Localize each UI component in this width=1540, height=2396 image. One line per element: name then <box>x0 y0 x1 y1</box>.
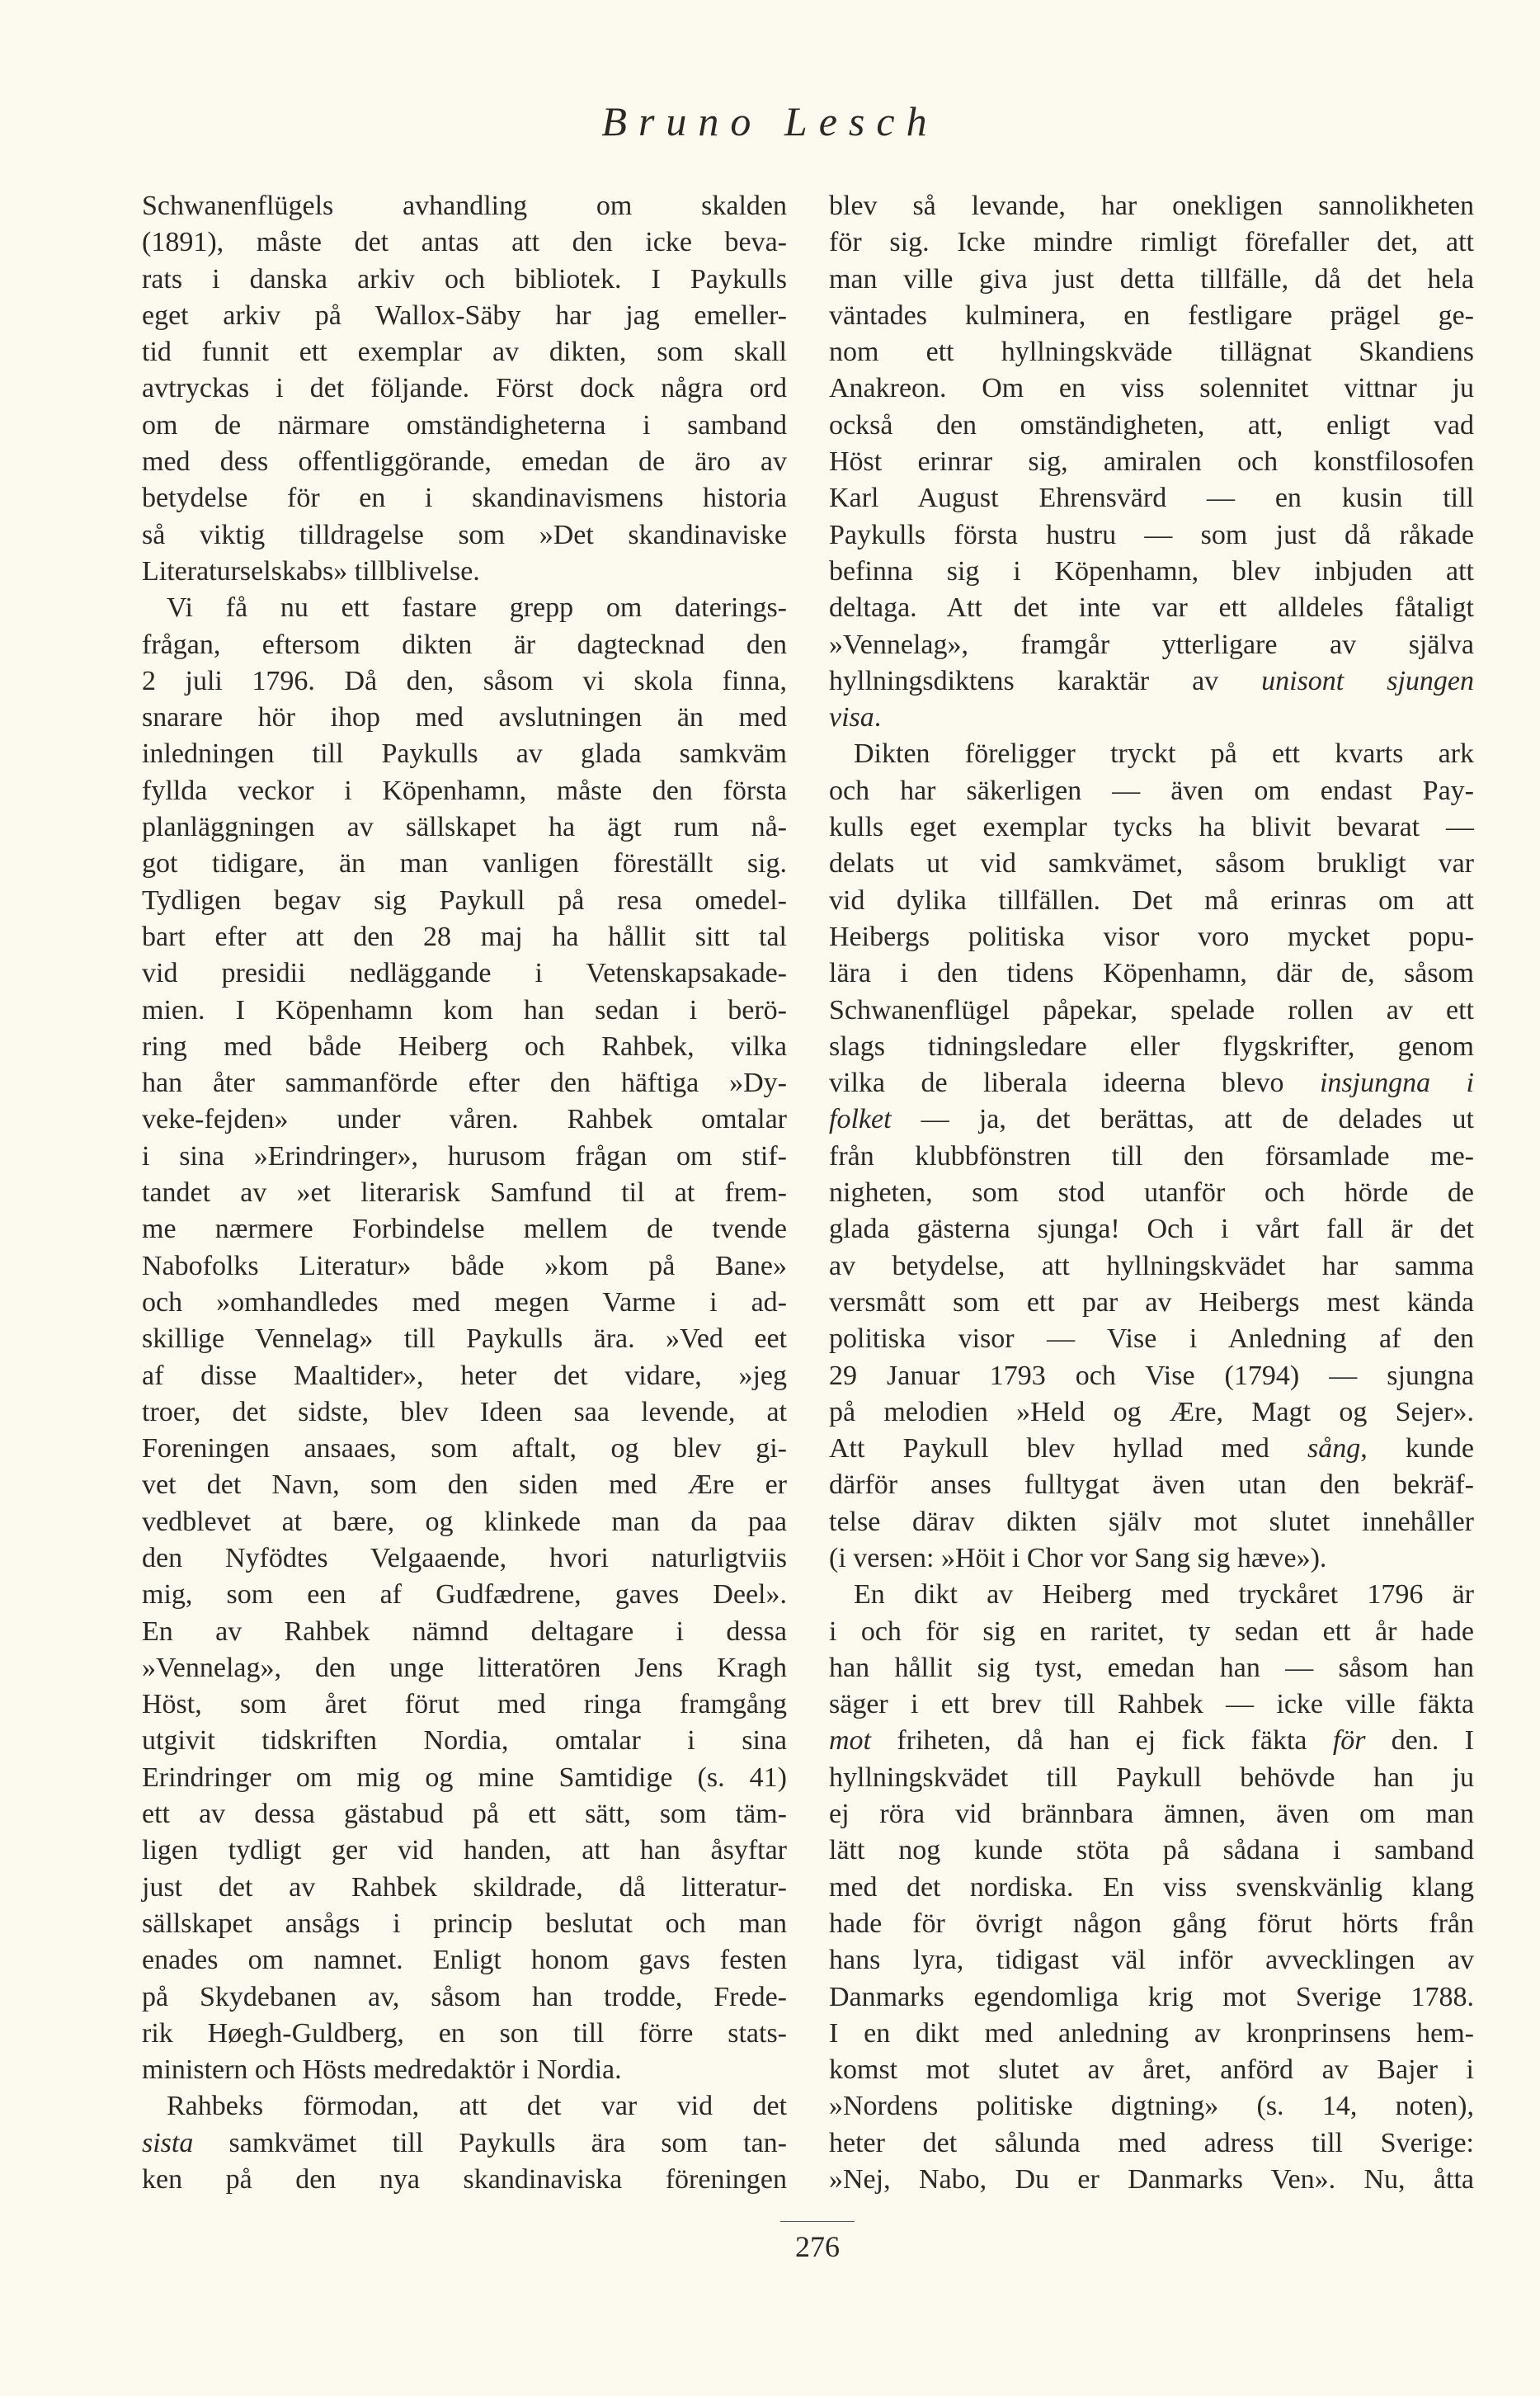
italic-text: visa <box>829 702 874 733</box>
text-line: därför anses fulltygat även utan den bekräf- <box>829 1469 1474 1501</box>
italic-text: sång <box>1307 1433 1361 1464</box>
text-line: ej röra vid brännbara ämnen, även om man <box>829 1799 1474 1830</box>
text-line: Karl August Ehrensvärd — en kusin till <box>829 483 1474 514</box>
text-line: Literaturselskabs» tillblivelse. <box>142 555 480 587</box>
text-line: 2 juli 1796. Då den, såsom vi skola finna, <box>142 665 787 696</box>
text-line: mien. I Köpenhamn kom han sedan i berö- <box>142 994 787 1026</box>
text-line: Foreningen ansaaes, som aftalt, og blev gi- <box>142 1433 787 1464</box>
text-line: politiska visor — Vise i Anledning af den <box>829 1323 1474 1355</box>
text-line: nom ett hyllningskväde tillägnat Skandiens <box>829 337 1474 368</box>
text-line: »Vennelag», den unge litteratören Jens Kragh <box>142 1652 787 1683</box>
text-line: Tydligen begav sig Paykull på resa omedel- <box>142 884 787 916</box>
text-segment: — ja, det berättas, att de delades ut <box>891 1104 1474 1135</box>
text-line <box>829 1431 1474 1467</box>
text-line: (1891), måste det antas att den icke beva- <box>142 227 787 258</box>
text-line: lätt nog kunde stöta på sådana i samband <box>829 1835 1474 1866</box>
text-line: heter det sålunda med adress till Sverige: <box>829 2127 1474 2158</box>
italic-text: insjungna i <box>1319 1068 1474 1099</box>
text-line: Rahbeks förmodan, att det var vid det <box>167 2091 787 2122</box>
text-line: Anakreon. Om en viss solennitet vittnar ju <box>829 373 1474 404</box>
text-line: eget arkiv på Wallox-Säby har jag emeller- <box>142 300 787 331</box>
text-line: på Skydebanen av, såsom han trodde, Frede- <box>142 1981 787 2012</box>
text-line: och »omhandledes med megen Varme i ad- <box>142 1286 787 1318</box>
text-line: I en dikt med anledning av kronprinsens hem- <box>829 2017 1474 2049</box>
page-number: 276 <box>795 2230 840 2263</box>
text-line: En av Rahbek nämnd deltagare i dessa <box>142 1615 787 1647</box>
text-line: från klubbfönstren till den församlade me- <box>829 1140 1474 1172</box>
text-line: got tidigare, än man vanligen föreställt sig. <box>142 848 787 880</box>
text-line: av betydelse, att hyllningskvädet har samma <box>829 1250 1474 1281</box>
text-line: 29 Januar 1793 och Vise (1794) — sjungna <box>829 1360 1474 1391</box>
text-segment: , kunde <box>1360 1433 1474 1464</box>
text-line <box>829 700 1474 736</box>
text-line: just det av Rahbek skildrade, då litteratur- <box>142 1871 787 1903</box>
text-line: vedblevet at bære, og klinkede man da paa <box>142 1506 787 1537</box>
text-line: i och för sig en raritet, ty sedan ett år hade <box>829 1615 1474 1647</box>
text-line: för sig. Icke mindre rimligt förefaller det, att <box>829 227 1474 258</box>
paragraph <box>829 736 1474 1577</box>
text-line: också den omständigheten, att, enligt vad <box>829 409 1474 441</box>
paragraph <box>142 590 787 2088</box>
page-number-rule <box>780 2221 855 2222</box>
text-line: ministern och Hösts medredaktör i Nordia. <box>142 2054 622 2086</box>
text-line: deltaga. Att det inte var ett alldeles fåtaligt <box>829 592 1474 624</box>
text-line: vet det Navn, som den siden med Ære er <box>142 1469 787 1501</box>
text-line: han hållit sig tyst, emedan han — såsom han <box>829 1652 1474 1683</box>
text-line: avtryckas i det följande. Först dock några ord <box>142 373 787 404</box>
paragraph <box>142 2088 787 2198</box>
text-line <box>829 1723 1474 1759</box>
text-line: kulls eget exemplar tycks ha blivit bevarat — <box>829 812 1474 843</box>
text-line: sällskapet ansågs i princip beslutat och man <box>142 1908 787 1939</box>
text-line: befinna sig i Köpenhamn, blev inbjuden att <box>829 555 1474 587</box>
right-column <box>829 188 1474 2198</box>
text-line: ligen tydligt ger vid handen, att han åsyftar <box>142 1835 787 1866</box>
text-line <box>142 2125 787 2162</box>
left-column <box>142 188 787 2198</box>
text-line: utgivit tidskriften Nordia, omtalar i sina <box>142 1725 787 1757</box>
text-line: Heibergs politiska visor voro mycket popu- <box>829 921 1474 952</box>
text-line: skillige Vennelag» till Paykulls ära. »Ved eet <box>142 1323 787 1355</box>
text-line: »Nej, Nabo, Du er Danmarks Ven». Nu, åtta <box>829 2164 1474 2196</box>
italic-text: mot <box>829 1725 871 1757</box>
text-line: versmått som ett par av Heibergs mest kända <box>829 1286 1474 1318</box>
text-line: Höst erinrar sig, amiralen och konstfilosofen <box>829 446 1474 478</box>
text-line: Schwanenflügels avhandling om skalden <box>142 191 787 221</box>
text-line: på melodien »Held og Ære, Magt og Sejer». <box>829 1396 1474 1427</box>
text-line: ken på den nya skandinaviska föreningen <box>142 2164 787 2196</box>
text-line <box>829 663 1474 700</box>
text-line: hyllningskvädet till Paykull behövde han ju <box>829 1762 1474 1793</box>
text-line: rik Høegh-Guldberg, en son till förre stats- <box>142 2017 787 2049</box>
text-line: man ville giva just detta tillfälle, då det hela <box>829 263 1474 295</box>
text-line: Erindringer om mig og mine Samtidige (s. 41) <box>142 1762 787 1793</box>
text-line: af disse Maaltider», heter det vidare, »jeg <box>142 1360 787 1391</box>
text-line: och har säkerligen — även om endast Pay- <box>829 775 1474 806</box>
text-segment: friheten, då han ej fick fäkta <box>871 1725 1333 1757</box>
text-line: hans lyra, tidigast väl inför avvecklingen av <box>829 1945 1474 1976</box>
text-line: tid funnit ett exemplar av dikten, som skall <box>142 337 787 368</box>
text-line: betydelse för en i skandinavismens historia <box>142 483 787 514</box>
text-line: rats i danska arkiv och bibliotek. I Paykulls <box>142 263 787 295</box>
text-line: Vi få nu ett fastare grepp om daterings- <box>167 592 787 624</box>
italic-text: folket <box>829 1104 892 1135</box>
text-line: enades om namnet. Enligt honom gavs festen <box>142 1945 787 1976</box>
text-line: Paykulls första hustru — som just då råkade <box>829 519 1474 550</box>
text-segment: Att Paykull blev hyllad med <box>829 1433 1308 1464</box>
text-line: ring med både Heiberg och Rahbek, vilka <box>142 1031 787 1062</box>
text-line: hade för övrigt någon gång förut hörts från <box>829 1908 1474 1939</box>
text-line: »Nordens politiske digtning» (s. 14, noten), <box>829 2091 1474 2122</box>
text-segment: hyllningsdiktens karaktär av <box>829 665 1262 696</box>
text-line: blev så levande, har onekligen sannolikheten <box>829 191 1474 221</box>
text-line: inledningen till Paykulls av glada samkväm <box>142 738 787 770</box>
text-line: planläggningen av sällskapet ha ägt rum nå- <box>142 812 787 843</box>
italic-text: unisont sjungen <box>1261 665 1474 696</box>
text-line: komst mot slutet av året, anförd av Bajer i <box>829 2054 1474 2086</box>
text-line <box>829 1065 1474 1101</box>
text-line: så viktig tilldragelse som »Det skandinaviske <box>142 519 787 550</box>
text-line: tandet av »et literarisk Samfund til at frem- <box>142 1177 787 1209</box>
text-line: Dikten föreligger tryckt på ett kvarts ark <box>854 738 1474 770</box>
text-line: delats ut vid samkvämet, såsom brukligt var <box>829 848 1474 880</box>
paragraph <box>142 188 787 590</box>
text-line: om de närmare omständigheterna i samband <box>142 409 787 441</box>
text-line: med dess offentliggörande, emedan de äro av <box>142 446 787 478</box>
text-line: vid presidii nedläggande i Vetenskapsakade- <box>142 958 787 989</box>
italic-text: sista <box>142 2127 194 2158</box>
text-line: snarare hör ihop med avslutningen än med <box>142 702 787 733</box>
text-line: ett av dessa gästabud på ett sätt, som täm- <box>142 1799 787 1830</box>
text-line: Höst, som året förut med ringa framgång <box>142 1689 787 1720</box>
text-line: lära i den tidens Köpenhamn, där de, såsom <box>829 958 1474 989</box>
text-line: me nærmere Forbindelse mellem de tvende <box>142 1214 787 1245</box>
text-line <box>829 1101 1474 1138</box>
text-line: veke-fejden» under våren. Rahbek omtalar <box>142 1104 787 1135</box>
text-segment: samkvämet till Paykulls ära som tan- <box>193 2127 787 2158</box>
text-line: »Vennelag», framgår ytterligare av själva <box>829 629 1474 660</box>
text-line: fyllda veckor i Köpenhamn, måste den första <box>142 775 787 806</box>
text-line: En dikt av Heiberg med tryckåret 1796 är <box>854 1579 1474 1611</box>
text-line: med det nordiska. En viss svenskvänlig klang <box>829 1871 1474 1903</box>
text-line: nigheten, som stod utanför och hörde de <box>829 1177 1474 1209</box>
paragraph <box>829 188 1474 736</box>
running-title: Bruno Lesch <box>601 98 939 144</box>
italic-text: för <box>1332 1725 1366 1757</box>
text-line: telse därav dikten själv mot slutet innehåller <box>829 1506 1474 1537</box>
text-line: bart efter att den 28 maj ha hållit sitt tal <box>142 921 787 952</box>
text-line: glada gästerna sjunga! Och i vårt fall är det <box>829 1214 1474 1245</box>
text-line: Schwanenflügel påpekar, spelade rollen av ett <box>829 994 1474 1026</box>
text-line: säger i ett brev till Rahbek — icke ville fäkta <box>829 1689 1474 1720</box>
text-line: (i versen: »Höit i Chor vor Sang sig hæve»). <box>829 1542 1327 1573</box>
text-line: den Nyfödtes Velgaaende, hvori naturligtviis <box>142 1542 787 1573</box>
text-line: Danmarks egendomliga krig mot Sverige 1788. <box>829 1981 1474 2012</box>
text-line: vid dylika tillfällen. Det må erinras om att <box>829 884 1474 916</box>
text-segment: den. I <box>1365 1725 1474 1757</box>
text-line: troer, det sidste, blev Ideen saa levende, at <box>142 1396 787 1427</box>
text-line: väntades kulminera, en festligare prägel ge- <box>829 300 1474 331</box>
text-line: mig, som een af Gudfædrene, gaves Deel». <box>142 1579 787 1611</box>
text-line: i sina »Erindringer», hurusom frågan om stif- <box>142 1140 787 1172</box>
text-line: han åter sammanförde efter den häftiga »Dy- <box>142 1068 787 1099</box>
text-line: slags tidningsledare eller flygskrifter, genom <box>829 1031 1474 1062</box>
text-segment: . <box>874 702 882 733</box>
text-line: frågan, eftersom dikten är dagtecknad den <box>142 629 787 660</box>
text-line: Nabofolks Literatur» både »kom på Bane» <box>142 1250 787 1281</box>
paragraph <box>829 1577 1474 2198</box>
text-segment: vilka de liberala ideerna blevo <box>829 1068 1320 1099</box>
